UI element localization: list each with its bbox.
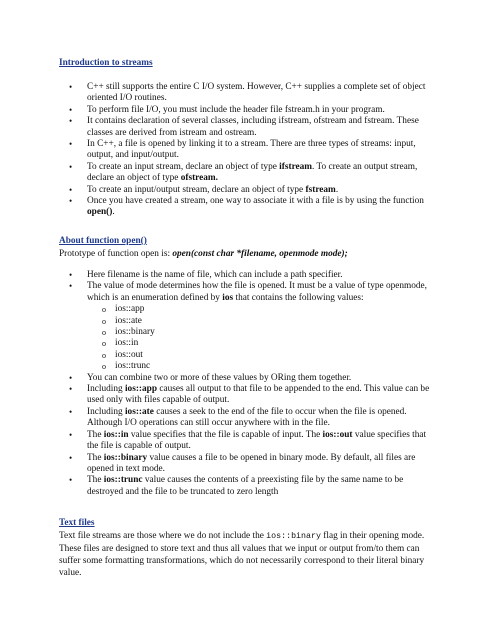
- section-heading-intro: Introduction to streams: [59, 58, 153, 68]
- list-item: • Here filename is the name of file, which can include a path specifier.: [69, 270, 343, 280]
- list-item: • Including ios::app causes all output to that file to be appended to the end. This value can be used only with files capable of output.: [69, 384, 430, 406]
- list-item: o ios::app: [102, 304, 145, 315]
- bullet-icon: •: [69, 384, 73, 395]
- list-item: • To create an input/output stream, declare an object of type fstream.: [69, 184, 339, 195]
- list-item: • To perform file I/O, you must include the header file fstream.h in your program.: [69, 104, 385, 115]
- list-item: o ios::trunc: [102, 361, 151, 372]
- sub-bullet-icon: o: [102, 305, 106, 315]
- bullet-icon: •: [69, 406, 73, 417]
- text-files-paragraph: Text file streams are those where we do not include the ios::binary flag in their opening mode. These files are designed to store text and thus all values that we input or output from/to them can suffer some formatting transformations, which do not necessarily correspond to their literal binary value.: [59, 531, 425, 578]
- list-item: • The ios::binary value causes a file to be opened in binary mode. By default, all files are opened in text mode.: [69, 452, 416, 474]
- bullet-icon: •: [69, 281, 73, 292]
- sub-bullet-icon: o: [102, 339, 106, 349]
- sub-bullet-icon: o: [102, 316, 106, 326]
- list-item: • The ios::in value specifies that the file is capable of input. The ios::out value specifies that the file is capable of output.: [69, 429, 427, 452]
- bullet-icon: •: [69, 270, 73, 280]
- list-item: • The value of mode determines how the file is opened. It must be a value of type openmode, which is an enumeration defined by ios that contains the following values: o ios::app o ios::ate o ios::binary o ios::in o ios::out o ios::trunc: [59, 281, 439, 372]
- open-bullet-list: [59, 270, 439, 498]
- list-item: • To create an input stream, declare an object of type ifstream. To create an output stream, declare an object of type ofstream.: [69, 161, 418, 184]
- bullet-icon: •: [69, 184, 73, 195]
- bullet-icon: •: [69, 116, 73, 127]
- bullet-icon: •: [69, 429, 73, 440]
- bullet-icon: •: [69, 82, 73, 92]
- list-item: • C++ still supports the entire C I/O system. However, C++ supplies a complete set of object oriented I/O routines.: [69, 82, 426, 104]
- bullet-icon: •: [69, 452, 73, 463]
- list-item: • The ios::trunc value causes the contents of a preexisting file by the same name to be destroyed and the file to be truncated to zero length: [69, 475, 404, 497]
- section-heading-text-files: Text files: [59, 518, 95, 528]
- bullet-icon: •: [69, 104, 73, 115]
- list-item: • Including ios::ate causes a seek to the end of the file to occur when the file is opened. Although I/O operations can still occur anywhere with in the file.: [69, 406, 407, 429]
- section-heading-open: About function open(): [59, 236, 147, 246]
- list-item: o ios::in: [102, 338, 139, 349]
- bullet-icon: •: [69, 196, 73, 207]
- mode-sublist: [59, 304, 439, 372]
- intro-bullet-list: [59, 82, 439, 219]
- bullet-icon: •: [69, 475, 73, 486]
- bullet-icon: •: [69, 161, 73, 172]
- list-item: o ios::binary: [102, 327, 155, 338]
- list-item: • In C++, a file is opened by linking it to a stream. There are three types of streams: input, output, and input/output.: [69, 139, 416, 161]
- list-item: o ios::out: [102, 349, 143, 360]
- sub-bullet-icon: o: [102, 328, 106, 338]
- prototype-line: Prototype of function open is: open(const char *filename, openmode mode);: [59, 249, 348, 259]
- bullet-icon: •: [69, 372, 73, 383]
- sub-bullet-icon: o: [102, 350, 106, 360]
- list-item: • It contains declaration of several classes, including ifstream, ofstream and fstream. These classes are derived from istream and ostream.: [69, 116, 419, 138]
- list-item: • You can combine two or more of these values by ORing them together.: [69, 372, 352, 383]
- list-item: o ios::ate: [102, 315, 142, 326]
- sub-bullet-icon: o: [102, 362, 106, 372]
- bullet-icon: •: [69, 139, 73, 150]
- list-item: • Once you have created a stream, one way to associate it with a file is by using the function open().: [69, 196, 424, 218]
